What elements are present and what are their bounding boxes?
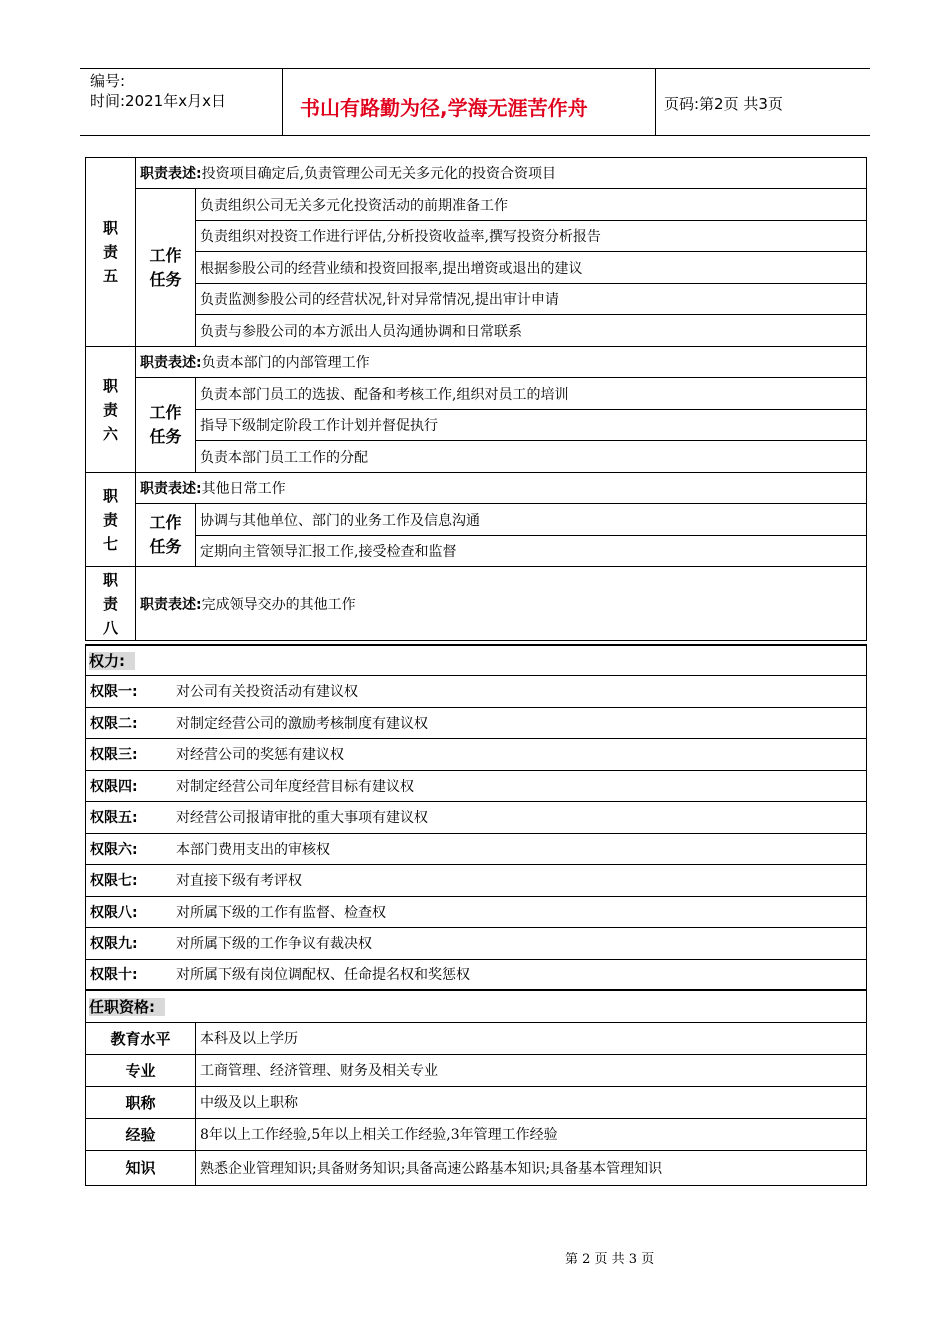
qualification-label: 经验 bbox=[86, 1118, 196, 1150]
qualification-section-title: 任职资格: bbox=[86, 990, 867, 1022]
qualification-label: 教育水平 bbox=[86, 1022, 196, 1054]
header-motto: 书山有路勤为径,学海无涯苦作舟 bbox=[300, 96, 588, 120]
duty-description: 职责表述:其他日常工作 bbox=[136, 473, 867, 504]
authority-row: 权限八: 对所属下级的工作有监督、检查权 bbox=[86, 896, 867, 927]
authority-row: 权限五: 对经营公司报请审批的重大事项有建议权 bbox=[86, 801, 867, 833]
duty-description: 职责表述:完成领导交办的其他工作 bbox=[136, 567, 867, 641]
qualification-label: 专业 bbox=[86, 1054, 196, 1086]
qualification-value: 本科及以上学历 bbox=[196, 1022, 867, 1054]
header-top-rule bbox=[80, 68, 870, 69]
task-label: 工作 任务 bbox=[136, 378, 196, 473]
duty-label: 职 责 八 bbox=[86, 567, 136, 641]
task-label: 工作 任务 bbox=[136, 189, 196, 347]
authority-row: 权限六: 本部门费用支出的审核权 bbox=[86, 833, 867, 864]
task-item: 根据参股公司的经营业绩和投资回报率,提出增资或退出的建议 bbox=[196, 252, 867, 284]
duty-label: 职 责 五 bbox=[86, 158, 136, 347]
qualification-label: 职称 bbox=[86, 1086, 196, 1118]
authority-row: 权限十: 对所属下级有岗位调配权、任命提名权和奖惩权 bbox=[86, 959, 867, 990]
authority-row: 权限三: 对经营公司的奖惩有建议权 bbox=[86, 738, 867, 770]
task-item: 负责本部门员工的选拔、配备和考核工作,组织对员工的培训 bbox=[196, 378, 867, 410]
duty-description: 职责表述:投资项目确定后,负责管理公司无关多元化的投资合资项目 bbox=[136, 158, 867, 189]
doc-time-label: 时间:2021年x月x日 bbox=[90, 92, 226, 110]
task-item: 负责本部门员工工作的分配 bbox=[196, 441, 867, 473]
doc-number-label: 编号: bbox=[90, 72, 126, 90]
qualification-value: 8年以上工作经验,5年以上相关工作经验,3年管理工作经验 bbox=[196, 1118, 867, 1150]
task-item: 负责组织公司无关多元化投资活动的前期准备工作 bbox=[196, 189, 867, 221]
authority-row: 权限二: 对制定经营公司的激励考核制度有建议权 bbox=[86, 707, 867, 738]
authority-row: 权限一: 对公司有关投资活动有建议权 bbox=[86, 675, 867, 707]
authority-section-title: 权力: bbox=[86, 645, 867, 675]
task-item: 定期向主管领导汇报工作,接受检查和监督 bbox=[196, 536, 867, 567]
authority-row: 权限四: 对制定经营公司年度经营目标有建议权 bbox=[86, 770, 867, 801]
task-item: 协调与其他单位、部门的业务工作及信息沟通 bbox=[196, 504, 867, 536]
duty-label: 职 责 七 bbox=[86, 473, 136, 567]
header-bottom-rule bbox=[80, 135, 870, 136]
header-page-label: 页码:第2页 共3页 bbox=[664, 95, 783, 113]
qualification-value: 工商管理、经济管理、财务及相关专业 bbox=[196, 1054, 867, 1086]
task-item: 指导下级制定阶段工作计划并督促执行 bbox=[196, 410, 867, 441]
duty-description: 职责表述:负责本部门的内部管理工作 bbox=[136, 347, 867, 378]
qualification-label: 知识 bbox=[86, 1150, 196, 1185]
task-item: 负责组织对投资工作进行评估,分析投资收益率,撰写投资分析报告 bbox=[196, 221, 867, 252]
qualification-value: 中级及以上职称 bbox=[196, 1086, 867, 1118]
task-item: 负责与参股公司的本方派出人员沟通协调和日常联系 bbox=[196, 315, 867, 347]
duties-table bbox=[85, 157, 867, 641]
header-divider-right bbox=[655, 68, 656, 136]
header-divider-left bbox=[282, 68, 283, 136]
authority-row: 权限九: 对所属下级的工作争议有裁决权 bbox=[86, 927, 867, 959]
authority-qualification-table bbox=[85, 644, 867, 1186]
qualification-value: 熟悉企业管理知识;具备财务知识;具备高速公路基本知识;具备基本管理知识 bbox=[196, 1150, 867, 1185]
task-item: 负责监测参股公司的经营状况,针对异常情况,提出审计申请 bbox=[196, 284, 867, 315]
task-label: 工作 任务 bbox=[136, 504, 196, 567]
duty-label: 职 责 六 bbox=[86, 347, 136, 473]
footer-page-number: 第 2 页 共 3 页 bbox=[565, 1252, 655, 1267]
authority-row: 权限七: 对直接下级有考评权 bbox=[86, 864, 867, 896]
